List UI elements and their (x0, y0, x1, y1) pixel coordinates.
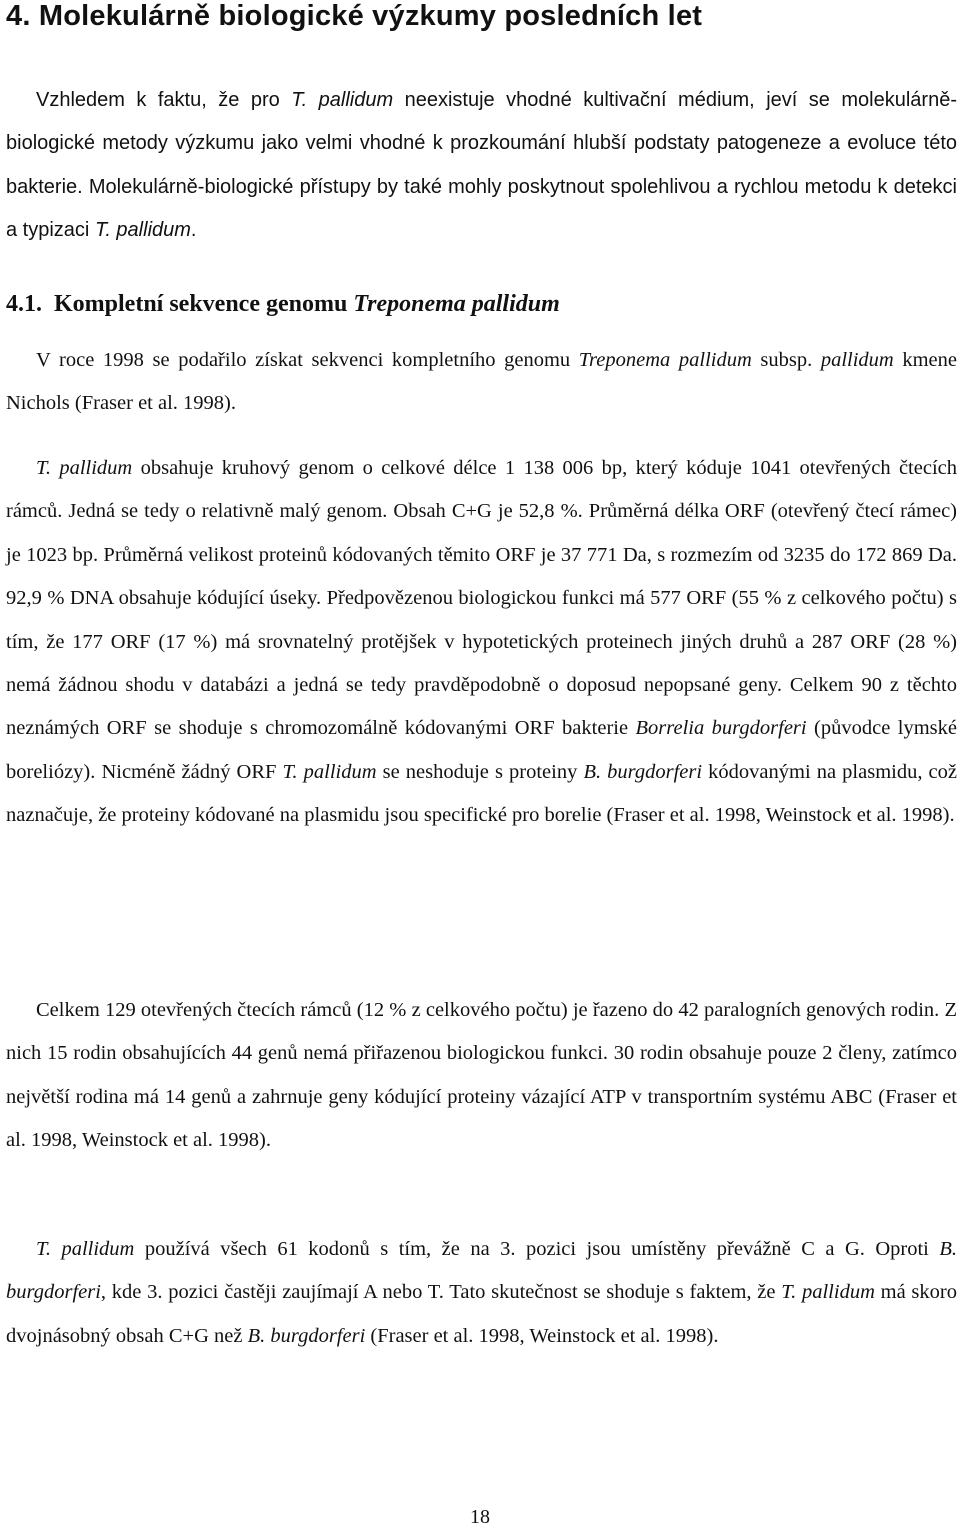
text-run: , kde 3. pozici častěji zaujímají A nebo T. Tato skutečnost se shoduje s faktem, že (100, 1281, 782, 1304)
section-title-italic: Treponema pallidum (353, 291, 560, 317)
paragraph-1 (6, 339, 957, 426)
italic-run: T. pallidum (781, 1281, 875, 1304)
italic-run: Treponema pallidum (578, 349, 752, 371)
section-number: 4.1. (6, 291, 42, 317)
italic-run: B. burgdorferi (583, 760, 703, 783)
section-title: Kompletní sekvence genomu (54, 291, 354, 317)
text-run: se neshoduje s proteiny (376, 760, 584, 783)
text-run: kmene Nichols (Fraser et al. 1998). (6, 349, 957, 415)
page-number: 18 (470, 1506, 490, 1528)
chapter-heading: 4. Molekulárně biologické výzkumy posledních let (6, 0, 703, 32)
paragraph-3: Celkem 129 otevřených čtecích rámců (12 % z celkového počtu) je řazeno do 42 paralogních genových rodin. Z nich 15 rodin obsahujících 44 genů nemá přiřazenou biologickou funkci. 30 rodin obsahuje pouze 2 členy, zatímco největší rodina má 14 genů a zahrnuje geny kódující proteiny vázající ATP v transportním systému ABC (Fraser et al. 1998, Weinstock et al. 1998). (6, 999, 957, 1152)
italic-run: Borrelia burgdorferi (635, 717, 807, 740)
intro-paragraph (6, 79, 957, 253)
section-heading (6, 286, 560, 322)
paragraph-4 (6, 1228, 957, 1358)
text-run: má skoro dvojnásobný obsah C+G než (6, 1281, 957, 1347)
text-run: obsahuje kruhový genom o celkové délce 1 138 006 bp, který kóduje 1041 otevřených čtecích rámců. Jedná se tedy o relativně malý genom. Obsah C+G je 52,8 %. Průměrná délka ORF (otevřený čtecí rámec) je 1023 bp. Průměrná velikost proteinů kódovaných těmito ORF je 37 771 Da, s rozmezím od 3235 do 172 869 Da. 92,9 % DNA obsahuje kódující úseky. Předpovězenou biologickou funkci má 577 ORF (55 % z celkového počtu) s tím, že 177 ORF (17 %) má srovnatelný protějšek v hypotetických proteinech jiných druhů a 287 ORF (28 %) nemá žádnou shodu v databázi a jedná se tedy pravděpodobně o doposud nepopsané geny. Celkem 90 z těchto neznámých ORF se shoduje s chromozomálně kódovanými ORF bakterie (6, 457, 957, 740)
text-run: kódovanými na plasmidu, což naznačuje, že proteiny kódované na plasmidu jsou specifické pro borelie (Fraser et al. 1998, Weinstock et al. 1998). (6, 760, 958, 827)
text-run: (Fraser et al. 1998, Weinstock et al. 1998). (365, 1324, 719, 1347)
text-run: (původce lymské boreliózy). Nicméně žádný ORF (6, 717, 957, 783)
italic-run: T. pallidum (282, 760, 377, 783)
italic-run: B. burgdorferi (247, 1324, 366, 1347)
text-run: používá všech 61 kodonů s tím, že na 3. pozici jsou umístěny převážně C a G. Oproti (134, 1238, 940, 1260)
text-run: . (190, 219, 197, 242)
italic-run: T. pallidum (36, 457, 133, 479)
text-run: neexistuje vhodné kultivační médium, jeví se molekulárně-biologické metody výzkumu jako velmi vhodné k prozkoumání hlubší podstaty patogeneze a evoluce této bakterie. Molekulárně-biologické přístupy by také mohly poskytnout spolehlivou a rychlou metodu k detekci a typizaci (6, 89, 957, 242)
text-run: subsp. (751, 349, 821, 371)
text-run: Vzhledem k faktu, že pro (36, 89, 292, 111)
text-run: V roce 1998 se podařilo získat sekvenci kompletního genomu (36, 349, 579, 371)
italic-run: T. pallidum (36, 1238, 135, 1260)
paragraph-2 (6, 447, 957, 838)
italic-run: T. pallidum (291, 89, 394, 111)
italic-run: B. burgdorferi (6, 1238, 957, 1304)
italic-run: pallidum (820, 349, 894, 371)
italic-run: T. pallidum (94, 219, 191, 242)
